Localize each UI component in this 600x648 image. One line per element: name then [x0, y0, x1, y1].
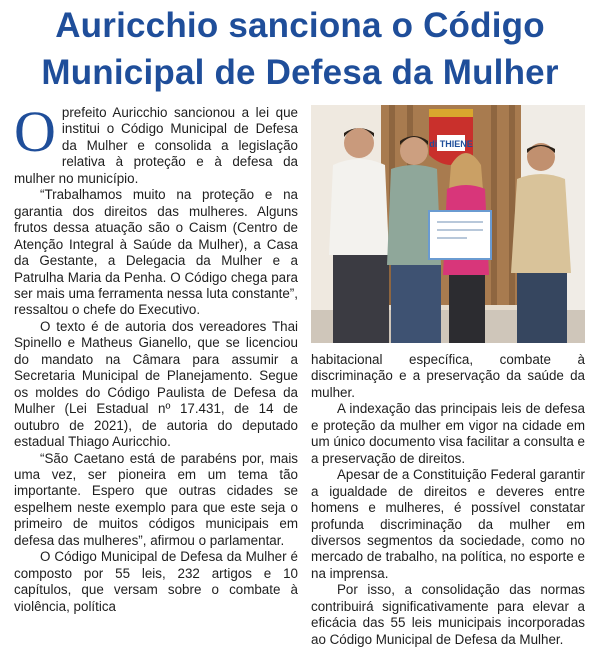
paragraph-5-start: O Código Municipal de Defesa da Mulher é composto por 55 leis, 232 artigos e 10 capítulos, que versam sobre o combate à violência, política [14, 549, 298, 614]
paragraph-5-end: habitacional específica, combate à discriminação e a preservação da saúde da mulher. [311, 352, 585, 400]
paragraph-1 [14, 99, 298, 187]
photo-illustration [311, 105, 585, 343]
photo-sign-text: di THIENE [429, 139, 473, 149]
headline-line-2: Municipal de Defesa da Mulher [41, 53, 559, 92]
drop-cap: O [14, 99, 56, 164]
right-column [311, 352, 585, 648]
article-photo [311, 105, 585, 343]
paragraph-8: Por isso, a consolidação das normas contribuirá significativamente para elevar a eficácia das 55 leis municipais incorporadas ao Código Municipal de Defesa da Mulher. [311, 582, 585, 647]
left-column [14, 99, 298, 615]
paragraph-4: “São Caetano está de parabéns por, mais uma vez, ser pioneira em um tema tão importante. Espero que outras cidades se espelhem neste exemplo para que este seja o primeiro de muitos códigos municipais em defesa das mulheres”, afirmou o parlamentar. [14, 450, 298, 548]
paragraph-3: O texto é de autoria dos vereadores Thai Spinello e Matheus Gianello, que se licenciou do mandato na Câmara para assumir a Secretaria Municipal de Planejamento. Segue os moldes do Código Paulista de Defesa da Mulher (Lei Estadual nº 17.431, de 14 de outubro de 2021), de autoria do deputado estadual Thiago Auricchio. [14, 318, 298, 450]
headline [0, 2, 600, 96]
headline-line-1: Auricchio sanciona o Código [55, 6, 545, 45]
paragraph-7: Apesar de a Constituição Federal garantir a igualdade de direitos e deveres entre homens e mulheres, é possível constatar profunda discriminação da mulher em diversos segmentos da sociedade, como no mercado de trabalho, na política, no esporte e na imprensa. [311, 467, 585, 581]
paragraph-6: A indexação das principais leis de defesa e proteção da mulher em vigor na cidade em um único documento visa facilitar a consulta e a preservação de direitos. [311, 401, 585, 466]
signed-document [429, 211, 491, 259]
paragraph-1-text: prefeito Auricchio sancionou a lei que institui o Código Municipal de Defesa da Mulher e consolida a legislação relativa à proteção e à defesa da mulher no município. [14, 105, 298, 186]
paragraph-2: “Trabalhamos muito na proteção e na garantia dos direitos das mulheres. Alguns frutos dessa atuação são o Caism (Centro de Atenção Integral à Saúde da Mulher), a Casa da Gestante, a Delegacia da Mulher e a Patrulha Maria da Penha. O Código chega para ser mais uma ferramenta nessa luta constante”, ressaltou o chefe do Executivo. [14, 187, 298, 318]
